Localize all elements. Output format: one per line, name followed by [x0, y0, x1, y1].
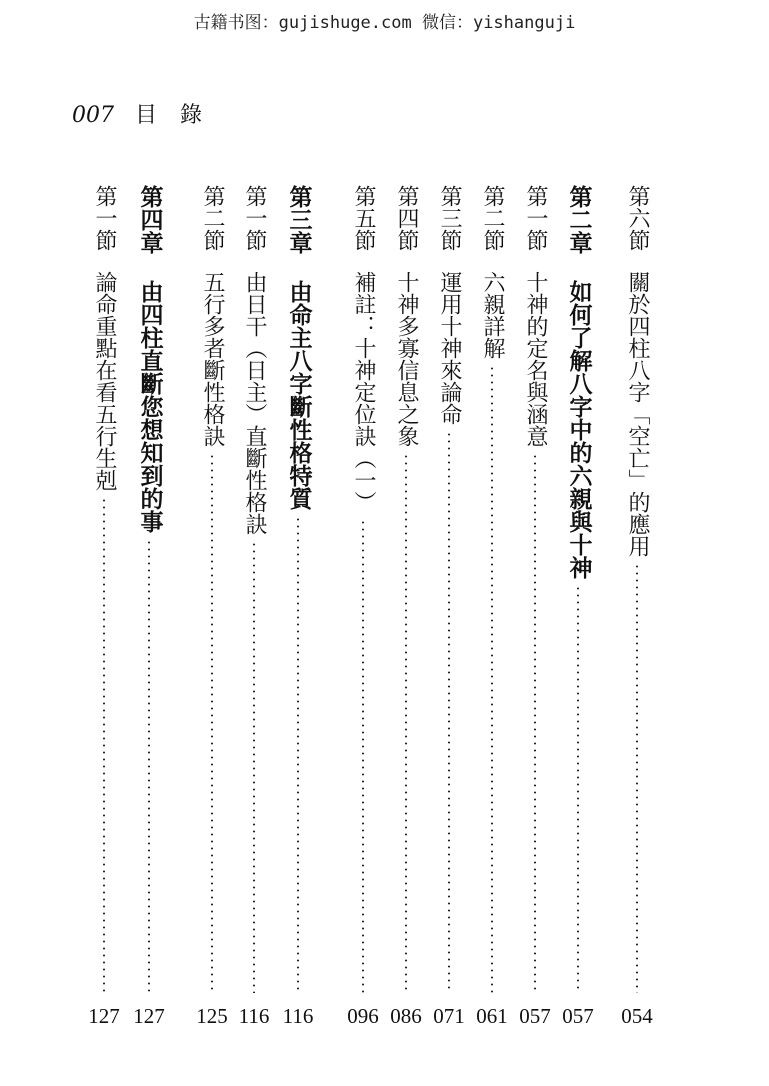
dot-leader: [211, 453, 213, 993]
page-number: 007: [72, 103, 114, 128]
watermark-text: 古籍书图：gujishuge.com 微信：yishanguji: [193, 13, 576, 33]
toc-entry-2[interactable]: [517, 185, 553, 1027]
toc-label: 第二章: [565, 185, 592, 254]
toc-page: 125: [196, 1004, 228, 1028]
dot-leader: [491, 365, 493, 993]
toc-text: 十神多寡信息之象: [394, 271, 419, 447]
toc-page: 127: [133, 1004, 165, 1028]
toc-entry-9[interactable]: [194, 185, 230, 1027]
toc-text: 五行多者斷性格訣: [200, 271, 225, 447]
toc-text: 論命重點在看五行生剋: [92, 271, 117, 491]
toc-page: 057: [562, 1004, 594, 1028]
dot-leader: [148, 539, 150, 993]
toc-page: 057: [519, 1004, 551, 1028]
page-title: 目 錄: [135, 103, 210, 128]
toc-label: 第三章: [285, 185, 312, 254]
toc-text: 由命主八字斷性格特質: [285, 280, 312, 510]
toc-text: 補註：十神定位訣（一）: [351, 271, 376, 513]
dot-leader: [636, 563, 638, 993]
toc-label: 第一節: [92, 185, 117, 251]
toc-label: 第一節: [242, 185, 267, 251]
dot-leader: [534, 453, 536, 993]
page-header: [72, 98, 210, 129]
toc-label: 第二節: [480, 185, 505, 251]
toc-text: 如何了解八字中的六親與十神: [565, 280, 592, 579]
toc-page: 086: [390, 1004, 422, 1028]
dot-leader: [362, 519, 364, 993]
dot-leader: [448, 431, 450, 993]
dot-leader: [103, 497, 105, 993]
toc-label: 第三節: [437, 185, 462, 251]
toc-text: 運用十神來論命: [437, 271, 462, 425]
toc-chapter-4[interactable]: [131, 185, 167, 1027]
toc-entry-5[interactable]: [388, 185, 424, 1027]
toc-page: 071: [433, 1004, 465, 1028]
dot-leader: [577, 585, 579, 993]
dot-leader: [253, 541, 255, 993]
toc-label: 第四節: [394, 185, 419, 251]
toc-label: 第二節: [200, 185, 225, 251]
toc-entry-11[interactable]: [86, 185, 122, 1027]
toc-entry-8[interactable]: [236, 185, 272, 1027]
toc-text: 由四柱直斷您想知到的事: [136, 280, 163, 533]
toc-page: 054: [621, 1004, 653, 1028]
toc-label: 第四章: [136, 185, 163, 254]
toc-page: 116: [282, 1004, 314, 1028]
dot-leader: [405, 453, 407, 993]
toc-entry-0[interactable]: [619, 185, 655, 1027]
toc-text: 六親詳解: [480, 271, 505, 359]
toc-chapter-1[interactable]: [560, 185, 596, 1027]
toc-page: 061: [476, 1004, 508, 1028]
toc-entry-6[interactable]: [345, 185, 381, 1027]
toc-chapter-3[interactable]: [280, 185, 316, 1027]
toc-label: 第一節: [523, 185, 548, 251]
toc-page: 116: [238, 1004, 270, 1028]
toc-text: 由日干（日主）直斷性格訣: [242, 271, 267, 535]
toc-text: 關於四柱八字「空亡」的應用: [625, 271, 650, 557]
toc-label: 第六節: [625, 185, 650, 251]
toc-page: 096: [347, 1004, 379, 1028]
toc-entry-3[interactable]: [474, 185, 510, 1027]
toc-entry-4[interactable]: [431, 185, 467, 1027]
dot-leader: [297, 516, 299, 993]
toc-text: 十神的定名與涵意: [523, 271, 548, 447]
toc-page: 127: [88, 1004, 120, 1028]
toc-label: 第五節: [351, 185, 376, 251]
